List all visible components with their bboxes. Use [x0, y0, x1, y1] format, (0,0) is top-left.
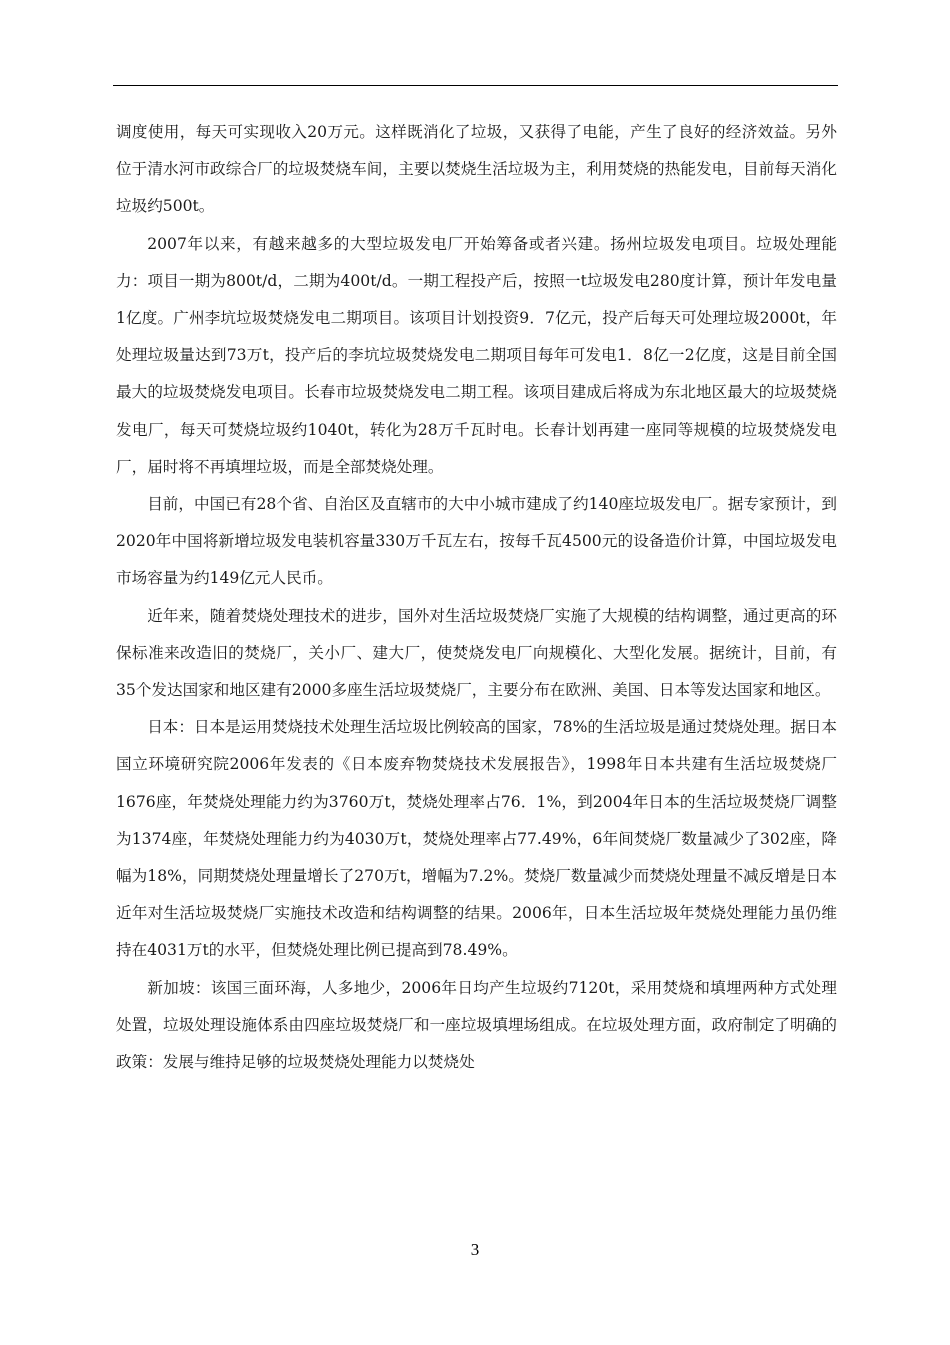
- paragraph: 2007年以来，有越来越多的大型垃圾发电厂开始筹备或者兴建。扬州垃圾发电项目。垃圾处理能力：项目一期为800t/d，二期为400t/d。一期工程投产后，按照一t垃圾发电280度计算，预计年发电量1亿度。广州李坑垃圾焚烧发电二期项目。该项目计划投资9．7亿元，投产后每天可处理垃圾2000t，年处理垃圾量达到73万t，投产后的李坑垃圾焚烧发电二期项目每年可发电1．8亿一2亿度，这是目前全国最大的垃圾焚烧发电项目。长春市垃圾焚烧发电二期工程。该项目建成后将成为东北地区最大的垃圾焚烧发电厂，每天可焚烧垃圾约1040t，转化为28万千瓦时电。长春计划再建一座同等规模的垃圾焚烧发电厂，届时将不再填埋垃圾，而是全部焚烧处理。: [116, 234, 837, 476]
- paragraph: 新加坡：该国三面环海，人多地少，2006年日均产生垃圾约7120t，采用焚烧和填埋两种方式处理处置，垃圾处理设施体系由四座垃圾焚烧厂和一座垃圾填埋场组成。在垃圾处理方面，政府制定了明确的政策：发展与维持足够的垃圾焚烧处理能力以焚烧处: [116, 978, 837, 1072]
- header-rule: [113, 85, 838, 86]
- paragraph: 日本：日本是运用焚烧技术处理生活垃圾比例较高的国家，78%的生活垃圾是通过焚烧处理。据日本国立环境研究院2006年发表的《日本废弃物焚烧技术发展报告》，1998年日本共建有生活垃圾焚烧厂1676座，年焚烧处理能力约为3760万t，焚烧处理率占76．1%，到2004年日本的生活垃圾焚烧厂调整为1374座，年焚烧处理能力约为4030万t，焚烧处理率占77.49%，6年间焚烧厂数量减少了302座，降幅为18%，同期焚烧处理量增长了270万t，增幅为7.2%。焚烧厂数量减少而焚烧处理量不减反增是日本近年对生活垃圾焚烧厂实施技术改造和结构调整的结果。2006年，日本生活垃圾年焚烧处理能力虽仍维持在4031万t的水平，但焚烧处理比例已提高到78.49%。: [116, 718, 837, 960]
- page-number: 3: [470, 1240, 480, 1259]
- body-text: [116, 114, 837, 1081]
- paragraph: 目前，中国已有28个省、自治区及直辖市的大中小城市建成了约140座垃圾发电厂。据专家预计，到2020年中国将新增垃圾发电装机容量330万千瓦左右，按每千瓦4500元的设备造价计算，中国垃圾发电市场容量为约149亿元人民币。: [116, 495, 837, 588]
- paragraph: 调度使用，每天可实现收入20万元。这样既消化了垃圾，又获得了电能，产生了良好的经济效益。另外位于清水河市政综合厂的垃圾焚烧车间，主要以焚烧生活垃圾为主，利用焚烧的热能发电，目前每天消化垃圾约500t。: [116, 123, 837, 216]
- paragraph: 近年来，随着焚烧处理技术的进步，国外对生活垃圾焚烧厂实施了大规模的结构调整，通过更高的环保标准来改造旧的焚烧厂，关小厂、建大厂，使焚烧发电厂向规模化、大型化发展。据统计，目前，有35个发达国家和地区建有2000多座生活垃圾焚烧厂，主要分布在欧洲、美国、日本等发达国家和地区。: [116, 606, 837, 700]
